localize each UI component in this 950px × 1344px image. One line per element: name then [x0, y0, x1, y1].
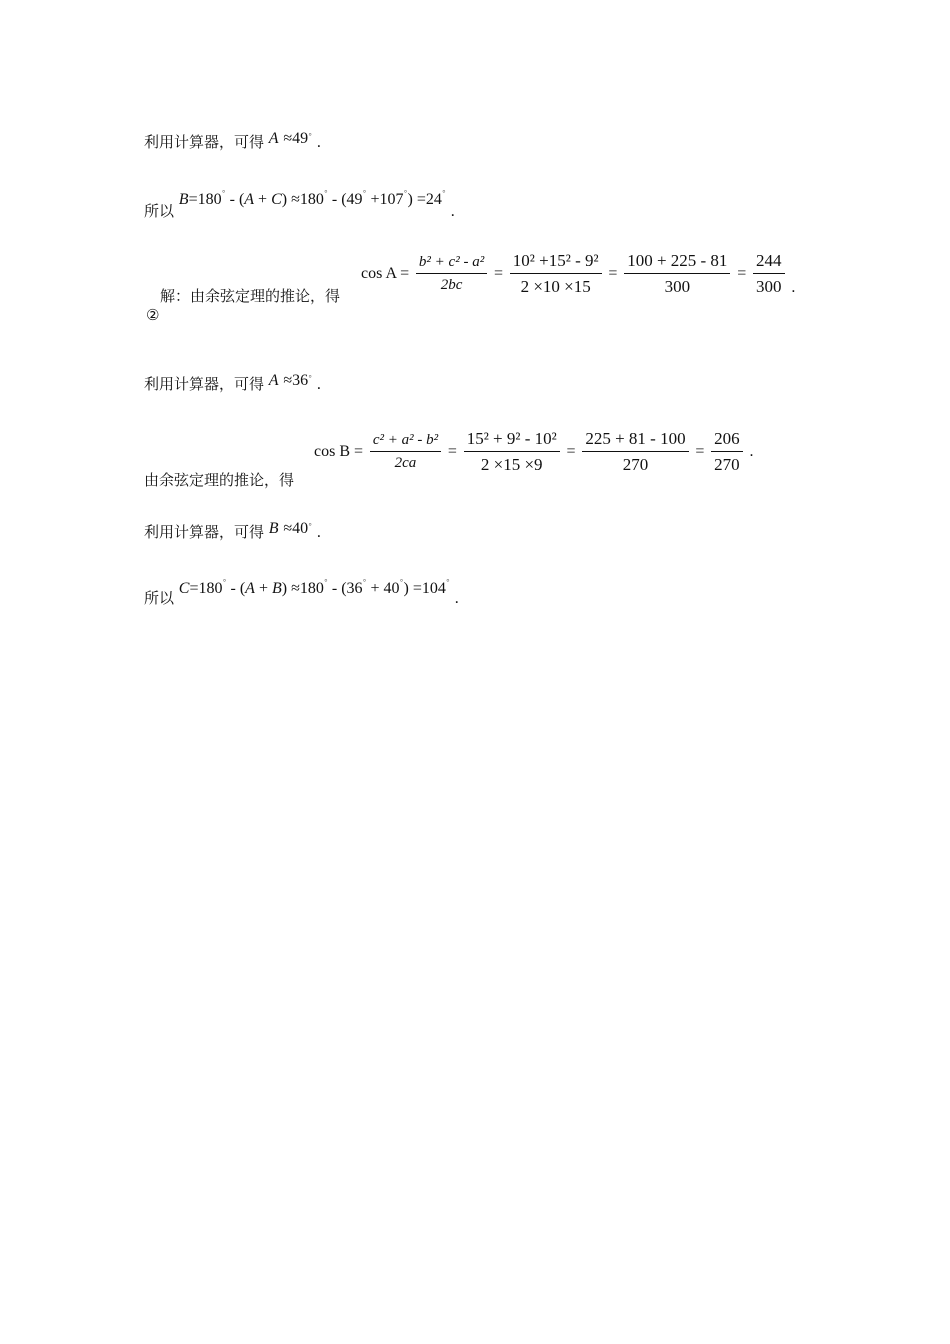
line-result-B-40: [144, 521, 321, 542]
corollary-prefix: [144, 469, 294, 490]
degree-mark: °: [362, 189, 367, 198]
denominator: 300: [756, 277, 782, 296]
degree-mark: °: [221, 189, 226, 198]
period: .: [316, 376, 321, 393]
expr-part: ) =104: [403, 580, 446, 597]
solution-prefix: [160, 285, 340, 306]
expr-part: - (49: [327, 191, 363, 208]
degree-mark: °: [308, 374, 313, 383]
plus-sign: +: [254, 580, 272, 597]
period: .: [791, 279, 796, 296]
denominator: 2 ×15 ×9: [480, 455, 543, 474]
denominator: 2bc: [440, 277, 463, 293]
expr-part: - (: [225, 191, 245, 208]
symbol-A: A: [244, 191, 255, 208]
numerator: 225 + 81 - 100: [582, 429, 688, 452]
denominator: 2ca: [394, 455, 417, 471]
symbol-C: C: [271, 191, 282, 208]
symbol-B: B: [178, 191, 189, 208]
symbol-C: C: [178, 580, 190, 597]
degree-mark: °: [362, 578, 367, 587]
circled-two: [146, 306, 159, 324]
degree-mark: °: [445, 578, 450, 587]
period: .: [454, 590, 459, 607]
cos-A-formula: [361, 251, 795, 297]
degree-mark: °: [323, 189, 328, 198]
cos-A-lhs: cos A =: [361, 265, 410, 282]
symbol-A: A: [268, 372, 279, 389]
expr-part: =180: [189, 580, 223, 597]
degree-mark: °: [441, 189, 446, 198]
solution-text: 解：由余弦定理的推论，得: [160, 287, 341, 305]
fraction-3: [624, 251, 730, 297]
approx-value: ≈40: [283, 520, 309, 537]
symbol-B: B: [271, 580, 282, 597]
so-text: 所以: [144, 589, 175, 607]
period: .: [749, 443, 754, 460]
equals-sign: =: [737, 265, 747, 282]
corollary-text: 由余弦定理的推论，得: [144, 471, 295, 489]
period: .: [316, 524, 321, 541]
numerator: 15² + 9² - 10²: [464, 429, 560, 452]
calc-text: 利用计算器，可得: [144, 375, 265, 393]
line-B-equals: [144, 188, 455, 220]
numerator: c² + a² - b²: [370, 432, 441, 452]
denominator: 300: [664, 277, 691, 296]
symbol-B: B: [268, 520, 279, 537]
expr-part: - (: [226, 580, 246, 597]
fraction-1: [416, 254, 487, 294]
denominator: 270: [622, 455, 649, 474]
period: .: [450, 203, 455, 220]
numerator: 10² +15² - 9²: [510, 251, 602, 274]
degree-mark: °: [399, 578, 404, 587]
fraction-4: [753, 251, 785, 297]
circled-number: ②: [146, 306, 160, 324]
expr-part: +107: [366, 191, 404, 208]
numerator: 100 + 225 - 81: [624, 251, 730, 274]
expr-part: - (36: [327, 580, 363, 597]
equals-sign: =: [608, 265, 618, 282]
equals-sign: =: [566, 443, 576, 460]
cos-B-lhs: cos B =: [314, 443, 364, 460]
so-text: 所以: [144, 202, 175, 220]
degree-mark: °: [222, 578, 227, 587]
equals-sign: =: [493, 265, 504, 282]
degree-mark: °: [308, 522, 313, 531]
approx-value: ≈36: [283, 372, 309, 389]
fraction-3: [582, 429, 688, 475]
equals-sign: =: [447, 443, 457, 460]
expr-part: + 40: [366, 580, 400, 597]
fraction-2: [464, 429, 560, 475]
fraction-1: [370, 432, 441, 472]
fraction-2: [510, 251, 602, 297]
expr-part: ) ≈180: [281, 191, 324, 208]
symbol-A: A: [268, 130, 279, 147]
denominator: 270: [714, 455, 740, 474]
line-result-A-36: [144, 373, 321, 394]
calc-text: 利用计算器，可得: [144, 133, 265, 151]
plus-sign: +: [254, 191, 272, 208]
cos-B-formula: [314, 429, 753, 475]
symbol-A: A: [245, 580, 255, 597]
equals-sign: =: [695, 443, 705, 460]
expr-part: ) ≈180: [281, 580, 324, 597]
line-C-equals: [144, 577, 459, 607]
degree-mark: °: [323, 578, 328, 587]
numerator: b² + c² - a²: [416, 254, 487, 274]
fraction-4: [711, 429, 743, 475]
expr-part: ) =24: [407, 191, 442, 208]
period: .: [316, 134, 321, 151]
approx-value: ≈49: [283, 130, 309, 147]
numerator: 206: [711, 429, 743, 452]
expr-part: =180: [188, 191, 222, 208]
numerator: 244: [753, 251, 785, 274]
line-result-A-49: [144, 131, 321, 152]
degree-mark: °: [308, 132, 313, 141]
degree-mark: °: [403, 189, 408, 198]
denominator: 2 ×10 ×15: [520, 277, 591, 296]
calc-text: 利用计算器，可得: [144, 523, 265, 541]
